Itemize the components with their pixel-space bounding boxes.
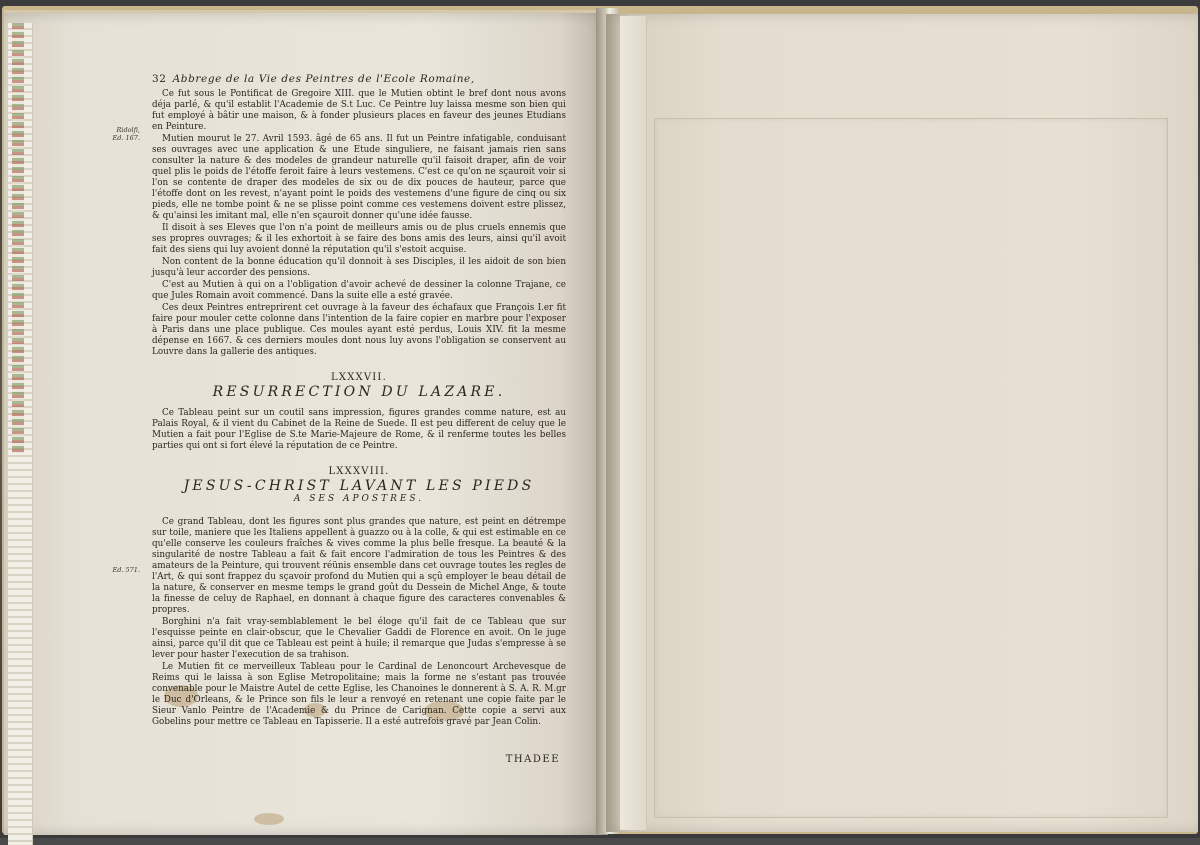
paragraph: Mutien mourut le 27. Avril 1593. âgé de 65 ans. Il fut un Peintre infatigable, conduisant ses ouvrages avec une application & une Etude singuliere, ne faisant jamais rien sans consulter la nature & des modeles de grandeur naturelle qu'il faisoit draper, afin de voir quel plis le poids de l'étoffe feroit faire à leurs vestemens. C'est ce qu'on ne sçauroit voir si l'on se contente de draper des modeles de six ou de dix pouces de hauteur, parce que l'étoffe dont on les revest, n'ayant point le poids des vestemens d'une figure de cinq ou six pieds, elle ne tombe point & ne se plisse point comme ces vestemens doivent estre plissez, & qu'ainsi les imitant mal, elle n'en sçauroit donner qu'une idée fausse. <box>152 134 566 221</box>
paragraph: Ces deux Peintres entreprirent cet ouvrage à la faveur des échafaux que François I.er fit faire pour mouler cette colonne dans l'intention de la faire copier en marbre pour l'exposer à Paris dans une place publique. Ces moules ayant esté perdus, Louis XIV. fit la mesme dépense en 1667. & ces derniers moules dont nous luy avons l'obligation se conservent au Louvre dans la gallerie des antiques. <box>152 303 566 357</box>
paragraph: C'est au Mutien à qui on a l'obligation d'avoir achevé de dessiner la colonne Trajane, ce que Jules Romain avoit commencé. Dans la suite elle a esté gravée. <box>152 280 566 301</box>
section-subtitle: A SES APOSTRES. <box>293 494 425 504</box>
guard-strip <box>620 16 647 830</box>
section-number: LXXXVII. <box>331 372 387 383</box>
paragraph: Non content de la bonne éducation qu'il donnoit à ses Disciples, il les aidoit de son bien jusqu'à leur accorder des pensions. <box>152 257 566 278</box>
running-head-title: Abbrege de la Vie des Peintres de l'Ecole Romaine, <box>172 73 475 85</box>
paragraph: Ce Tableau peint sur un coutil sans impression, figures grandes comme nature, est au Palais Royal, & il vient du Cabinet de la Reine de Suede. Il est peu different de celuy que le Mutien a fait pour l'Eglise de S.te Marie-Majeure de Rome, & il renferme toutes les belles parties qui ont si fort élevé la réputation de ce Peintre. <box>152 408 566 451</box>
plate-mark <box>654 118 1168 818</box>
binding-edge <box>8 23 33 845</box>
page-number: 32 <box>152 73 167 85</box>
section-title: JESUS-CHRIST LAVANT LES PIEDS <box>183 478 535 494</box>
paragraph: Ce grand Tableau, dont les figures sont plus grandes que nature, est peint en détrempe sur toile, maniere que les Italiens appellent à guazzo ou à la colle, & qui est estimable en ce qu'elle conserve les couleurs fraîches & vives comme la plus belle fresque. La beauté & la singularité de nostre Tableau a fait & fait encore l'admiration de tous les Peintres & des amateurs de la Peinture, qui trouvent réünis ensemble dans cet ouvrage toutes les regles de l'Art, & qui sont frappez du sçavoir profond du Mutien qui a sçû employer le beau détail de la nature, & conserver en mesme temps le grand goût du Dessein de Michel Ange, & toute la finesse de celuy de Raphael, en donnant à chaque figure des caracteres convenables & propres. <box>152 517 566 615</box>
margin-note: Ridolfi, Ed. 167. <box>112 126 140 142</box>
section-title: RESURRECTION DU LAZARE. <box>212 384 506 400</box>
paragraph: Le Mutien fit ce merveilleux Tableau pour le Cardinal de Lenoncourt Archevesque de Reims qui le laissa à son Eglise Metropolitaine; mais la forme ne s'estant pas trouvée convenable pour le Maistre Autel de cette Eglise, les Chanoines le donnerent à S. A. R. M.gr le Duc d'Orleans, & le Prince son fils le leur a renvoyé en retenant une copie faite par le Sieur Vanlo Peintre de l'Academie & du Prince de Carignan. Cette copie a servi aux Gobelins pour mettre ce Tableau en Tapisserie. Il a esté autrefois gravé par Jean Colin. <box>152 662 566 727</box>
paragraph: Il disoit à ses Eleves que l'on n'a point de meilleurs amis ou de plus cruels ennemis que ses propres ouvrages; & il les exhortoit à se faire des bons amis des leurs, ainsi qu'il avoit fait des siens qui luy avoient donné la réputation qu'il s'estoit acquise. <box>152 223 566 255</box>
paragraph: Borghini n'a fait vray-semblablement le bel éloge qu'il fait de ce Tableau que sur l'esquisse peinte en clair-obscur, que le Chevalier Gaddi de Florence en avoit. On le juge ainsi, parce qu'il dit que ce Tableau est peint à huile; il remarque que Judas s'empresse à se lever pour haster l'execution de sa trahison. <box>152 617 566 660</box>
catchword: THADEE <box>505 754 560 765</box>
page-text-block <box>152 74 566 765</box>
foxing-stain <box>254 813 284 825</box>
paragraph: Ce fut sous le Pontificat de Gregoire XIII. que le Mutien obtint le bref dont nous avons déja parlé, & qu'il establit l'Academie de S.t Luc. Ce Peintre luy laissa mesme son bien qui fut employé à bâtir une maison, & à fonder plusieurs places en faveur des jeunes Etudians en Peinture. <box>152 89 566 132</box>
running-head <box>152 74 566 85</box>
margin-note: Ed. 571. <box>112 566 140 574</box>
section-number: LXXXVIII. <box>328 466 390 477</box>
